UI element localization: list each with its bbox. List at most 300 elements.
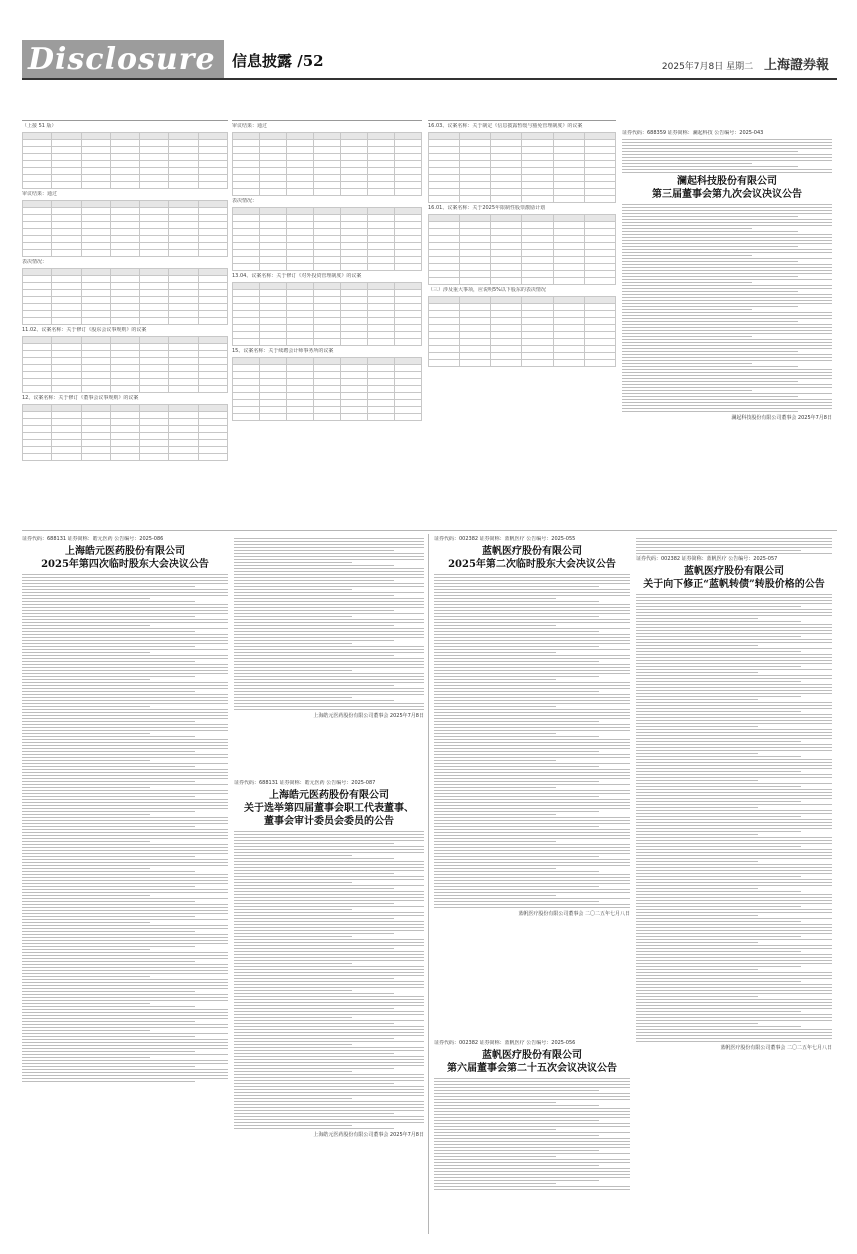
table-cell (260, 236, 287, 243)
table-cell (198, 175, 227, 182)
table-cell (341, 168, 368, 175)
table-cell (522, 222, 553, 229)
table-cell (395, 182, 422, 189)
table-cell (429, 229, 460, 236)
table-cell (395, 332, 422, 339)
table-cell (287, 290, 314, 297)
announcement-title: 上海皓元医药股份有限公司 2025年第四次临时股东大会决议公告 (41, 546, 209, 570)
table-cell (233, 264, 260, 271)
table-cell (198, 236, 227, 243)
table-cell (233, 325, 260, 332)
table-cell (52, 283, 81, 290)
table-cell (522, 182, 553, 189)
table-cell (314, 304, 341, 311)
table-cell (491, 168, 522, 175)
table-cell (198, 433, 227, 440)
table-cell (169, 175, 198, 182)
table-cell (198, 182, 227, 189)
table-cell (198, 365, 227, 372)
table-cell (23, 269, 52, 276)
announcement-haotian-egm-continued (234, 536, 424, 776)
table-cell (169, 351, 198, 358)
table-cell (584, 161, 615, 168)
table-cell (287, 182, 314, 189)
table-cell (341, 182, 368, 189)
table-cell (260, 243, 287, 250)
table-cell (395, 133, 422, 140)
table-cell (341, 140, 368, 147)
table-cell (110, 379, 139, 386)
table-cell (460, 311, 491, 318)
table-cell (314, 168, 341, 175)
table-cell (81, 405, 110, 412)
announcement-title: 澜起科技股份有限公司 第三届董事会第九次会议决议公告 (652, 176, 802, 200)
table-cell (81, 344, 110, 351)
table-cell (81, 182, 110, 189)
table-cell (23, 337, 52, 344)
table-cell (169, 161, 198, 168)
table-cell (140, 304, 169, 311)
table-cell (429, 168, 460, 175)
table-cell (314, 243, 341, 250)
table-cell (522, 243, 553, 250)
table-cell (198, 133, 227, 140)
table-cell (460, 304, 491, 311)
table-cell (584, 264, 615, 271)
table-cell (169, 140, 198, 147)
table-cell (81, 311, 110, 318)
table-cell (491, 264, 522, 271)
table-cell (368, 154, 395, 161)
table-cell (341, 283, 368, 290)
table-cell (52, 201, 81, 208)
table-cell (395, 236, 422, 243)
table-cell (52, 386, 81, 393)
table-cell (287, 407, 314, 414)
table-cell (110, 269, 139, 276)
table-cell (395, 250, 422, 257)
table-cell (314, 189, 341, 196)
announcement-code: 证券代码：688359 证券简称：澜起科技 公告编号：2025-043 (622, 130, 764, 136)
table-cell (395, 358, 422, 365)
table-cell (460, 339, 491, 346)
table-cell (553, 278, 584, 285)
table-cell (460, 189, 491, 196)
table-cell (260, 133, 287, 140)
table-cell (429, 250, 460, 257)
table-cell (287, 243, 314, 250)
table-cell (110, 344, 139, 351)
table-cell (314, 358, 341, 365)
table-cell (341, 400, 368, 407)
table-cell (522, 175, 553, 182)
table-cell (169, 433, 198, 440)
table-cell (52, 365, 81, 372)
table-cell (553, 236, 584, 243)
table-cell (491, 318, 522, 325)
table-cell (23, 250, 52, 257)
table-cell (81, 201, 110, 208)
table-cell (341, 161, 368, 168)
body-text (234, 538, 424, 710)
table-cell (491, 325, 522, 332)
table-cell (169, 269, 198, 276)
table-cell (52, 372, 81, 379)
table-cell (260, 393, 287, 400)
announcement-code: 证券代码：002382 证券简称：蓝帆医疗 公告编号：2025-056 (434, 1040, 576, 1046)
table-cell (522, 353, 553, 360)
signature: 蓝帆医疗股份有限公司董事会 二〇二五年七月八日 (720, 1045, 832, 1051)
table-cell (140, 454, 169, 461)
table-cell (233, 257, 260, 264)
table-cell (460, 229, 491, 236)
table-cell (23, 243, 52, 250)
table-cell (429, 353, 460, 360)
table-cell (52, 351, 81, 358)
table-cell (110, 133, 139, 140)
table-cell (287, 189, 314, 196)
masthead (0, 0, 857, 78)
table-cell (198, 161, 227, 168)
table-cell (260, 189, 287, 196)
table-cell (287, 257, 314, 264)
table-cell (81, 433, 110, 440)
table-cell (110, 229, 139, 236)
table-cell (23, 297, 52, 304)
table-cell (395, 208, 422, 215)
table-cell (395, 318, 422, 325)
table-cell (110, 182, 139, 189)
table-cell (395, 400, 422, 407)
table-cell (233, 358, 260, 365)
table-cell (52, 215, 81, 222)
table-cell (198, 440, 227, 447)
table-cell (52, 379, 81, 386)
table-cell (23, 412, 52, 419)
table-cell (491, 189, 522, 196)
table-cell (553, 243, 584, 250)
table-cell (260, 332, 287, 339)
table-cell (52, 269, 81, 276)
table-cell (341, 365, 368, 372)
table-cell (23, 201, 52, 208)
table-cell (110, 386, 139, 393)
table-cell (368, 304, 395, 311)
table-cell (169, 337, 198, 344)
table-cell (81, 337, 110, 344)
table-cell (553, 271, 584, 278)
table-cell (460, 346, 491, 353)
table-cell (81, 168, 110, 175)
table-cell (52, 344, 81, 351)
table-cell (110, 283, 139, 290)
table-cell (491, 161, 522, 168)
table-cell (584, 243, 615, 250)
table-cell (522, 278, 553, 285)
table-cell (23, 365, 52, 372)
table-cell (429, 147, 460, 154)
table-cell (140, 365, 169, 372)
table-cell (341, 393, 368, 400)
table-cell (140, 236, 169, 243)
table-cell (341, 372, 368, 379)
table-cell (491, 278, 522, 285)
table-cell (110, 447, 139, 454)
table-cell (341, 215, 368, 222)
table-cell (553, 325, 584, 332)
table-cell (584, 278, 615, 285)
table-cell (395, 339, 422, 346)
table-cell (52, 250, 81, 257)
announcement-title: 蓝帆医疗股份有限公司 第六届董事会第二十五次会议决议公告 (447, 1050, 617, 1074)
body-text (22, 574, 228, 1082)
table-cell (395, 414, 422, 421)
table-cell (52, 304, 81, 311)
table-cell (260, 229, 287, 236)
table-cell (522, 168, 553, 175)
table-cell (23, 182, 52, 189)
table-cell (198, 276, 227, 283)
table-cell (368, 318, 395, 325)
results-table-left (22, 120, 228, 522)
signature: 澜起科技股份有限公司董事会 2025年7月8日 (731, 415, 832, 421)
table-cell (110, 147, 139, 154)
table-cell (553, 196, 584, 203)
table-cell (314, 365, 341, 372)
table-cell (491, 147, 522, 154)
table-cell (429, 236, 460, 243)
table-cell (140, 297, 169, 304)
table-cell (314, 318, 341, 325)
table-cell (233, 379, 260, 386)
table-cell (584, 360, 615, 367)
vote-table (22, 200, 228, 257)
table-cell (368, 222, 395, 229)
table-cell (553, 250, 584, 257)
table-cell (429, 215, 460, 222)
table-cell (314, 250, 341, 257)
table-cell (140, 243, 169, 250)
table-cell (368, 229, 395, 236)
table-cell (429, 278, 460, 285)
table-cell (429, 264, 460, 271)
table-cell (23, 351, 52, 358)
table-cell (522, 264, 553, 271)
table-cell (140, 215, 169, 222)
table-cell (460, 297, 491, 304)
table-cell (584, 339, 615, 346)
table-cell (52, 426, 81, 433)
table-cell (198, 447, 227, 454)
table-cell (341, 264, 368, 271)
table-cell (110, 276, 139, 283)
table-cell (314, 379, 341, 386)
table-cell (260, 257, 287, 264)
table-cell (233, 290, 260, 297)
table-cell (140, 250, 169, 257)
table-cell (368, 393, 395, 400)
table-cell (287, 147, 314, 154)
table-cell (314, 133, 341, 140)
table-cell (169, 243, 198, 250)
table-cell (110, 304, 139, 311)
table-cell (522, 325, 553, 332)
table-cell (395, 304, 422, 311)
table-cell (584, 346, 615, 353)
table-cell (110, 250, 139, 257)
table-cell (314, 147, 341, 154)
table-cell (260, 407, 287, 414)
table-cell (110, 405, 139, 412)
table-cell (460, 278, 491, 285)
table-cell (81, 208, 110, 215)
table-cell (287, 283, 314, 290)
table-cell (169, 208, 198, 215)
table-cell (460, 264, 491, 271)
table-cell (491, 353, 522, 360)
table-cell (584, 215, 615, 222)
table-cell (169, 276, 198, 283)
table-cell (110, 440, 139, 447)
table-cell (23, 154, 52, 161)
table-cell (522, 236, 553, 243)
table-cell (23, 405, 52, 412)
table-cell (110, 372, 139, 379)
table-cell (110, 454, 139, 461)
table-cell (140, 283, 169, 290)
table-cell (368, 400, 395, 407)
table-cell (314, 332, 341, 339)
table-cell (110, 337, 139, 344)
table-cell (81, 372, 110, 379)
table-cell (341, 189, 368, 196)
table-cell (233, 208, 260, 215)
table-cell (341, 386, 368, 393)
vote-table (232, 207, 422, 271)
table-cell (140, 269, 169, 276)
table-cell (287, 311, 314, 318)
table-cell (584, 311, 615, 318)
table-cell (233, 297, 260, 304)
table-cell (395, 168, 422, 175)
table-cell (23, 419, 52, 426)
table-cell (52, 168, 81, 175)
table-cell (491, 196, 522, 203)
table-cell (287, 400, 314, 407)
table-cell (198, 297, 227, 304)
table-cell (140, 161, 169, 168)
table-cell (81, 454, 110, 461)
table-cell (368, 290, 395, 297)
table-cell (368, 297, 395, 304)
table-cell (52, 182, 81, 189)
table-cell (429, 140, 460, 147)
vote-table (22, 404, 228, 461)
table-cell (169, 365, 198, 372)
table-cell (110, 358, 139, 365)
table-cell (395, 365, 422, 372)
table-cell (81, 229, 110, 236)
table-cell (314, 372, 341, 379)
announcement-lanfan-conversion-price (636, 536, 832, 1236)
table-cell (140, 133, 169, 140)
table-cell (140, 208, 169, 215)
table-cell (553, 133, 584, 140)
table-cell (341, 339, 368, 346)
table-cell (368, 372, 395, 379)
table-cell (429, 196, 460, 203)
table-cell (23, 133, 52, 140)
table-cell (491, 332, 522, 339)
table-cell (553, 353, 584, 360)
table-cell (260, 372, 287, 379)
table-cell (395, 290, 422, 297)
vote-table (428, 214, 616, 285)
table-cell (52, 337, 81, 344)
table-cell (140, 201, 169, 208)
table-cell (395, 372, 422, 379)
table-cell (233, 147, 260, 154)
table-cell (140, 290, 169, 297)
table-cell (110, 433, 139, 440)
announcement-code: 证券代码：688131 证券简称：皓元医药 公告编号：2025-086 (22, 536, 164, 542)
table-cell (81, 236, 110, 243)
table-cell (584, 250, 615, 257)
table-cell (287, 229, 314, 236)
vote-table (22, 268, 228, 325)
table-cell (314, 257, 341, 264)
table-cell (429, 311, 460, 318)
table-cell (341, 318, 368, 325)
table-cell (341, 208, 368, 215)
table-cell (522, 271, 553, 278)
table-cell (368, 243, 395, 250)
table-cell (522, 133, 553, 140)
table-cell (429, 161, 460, 168)
table-caption: 16.01、议案名称：关于2025年限制性股票激励计划 (428, 205, 546, 211)
table-cell (233, 339, 260, 346)
table-cell (233, 365, 260, 372)
table-cell (52, 290, 81, 297)
table-cell (491, 140, 522, 147)
table-cell (522, 304, 553, 311)
table-cell (52, 175, 81, 182)
table-cell (314, 290, 341, 297)
table-cell (314, 140, 341, 147)
table-cell (395, 222, 422, 229)
table-cell (491, 215, 522, 222)
table-cell (429, 304, 460, 311)
table-cell (81, 243, 110, 250)
table-cell (584, 222, 615, 229)
table-cell (314, 297, 341, 304)
table-cell (341, 175, 368, 182)
table-cell (198, 147, 227, 154)
section-title: 信息披露 /52 (232, 52, 324, 70)
announcement-haotian-egm (22, 536, 228, 1236)
table-cell (553, 175, 584, 182)
table-cell (368, 133, 395, 140)
table-caption: 16.03、议案名称：关于制定《信息披露暂缓与豁免管理制度》的议案 (428, 123, 583, 129)
table-cell (460, 182, 491, 189)
table-cell (140, 358, 169, 365)
table-cell (584, 168, 615, 175)
table-cell (140, 351, 169, 358)
table-cell (368, 414, 395, 421)
table-cell (368, 236, 395, 243)
table-cell (260, 161, 287, 168)
table-cell (395, 325, 422, 332)
